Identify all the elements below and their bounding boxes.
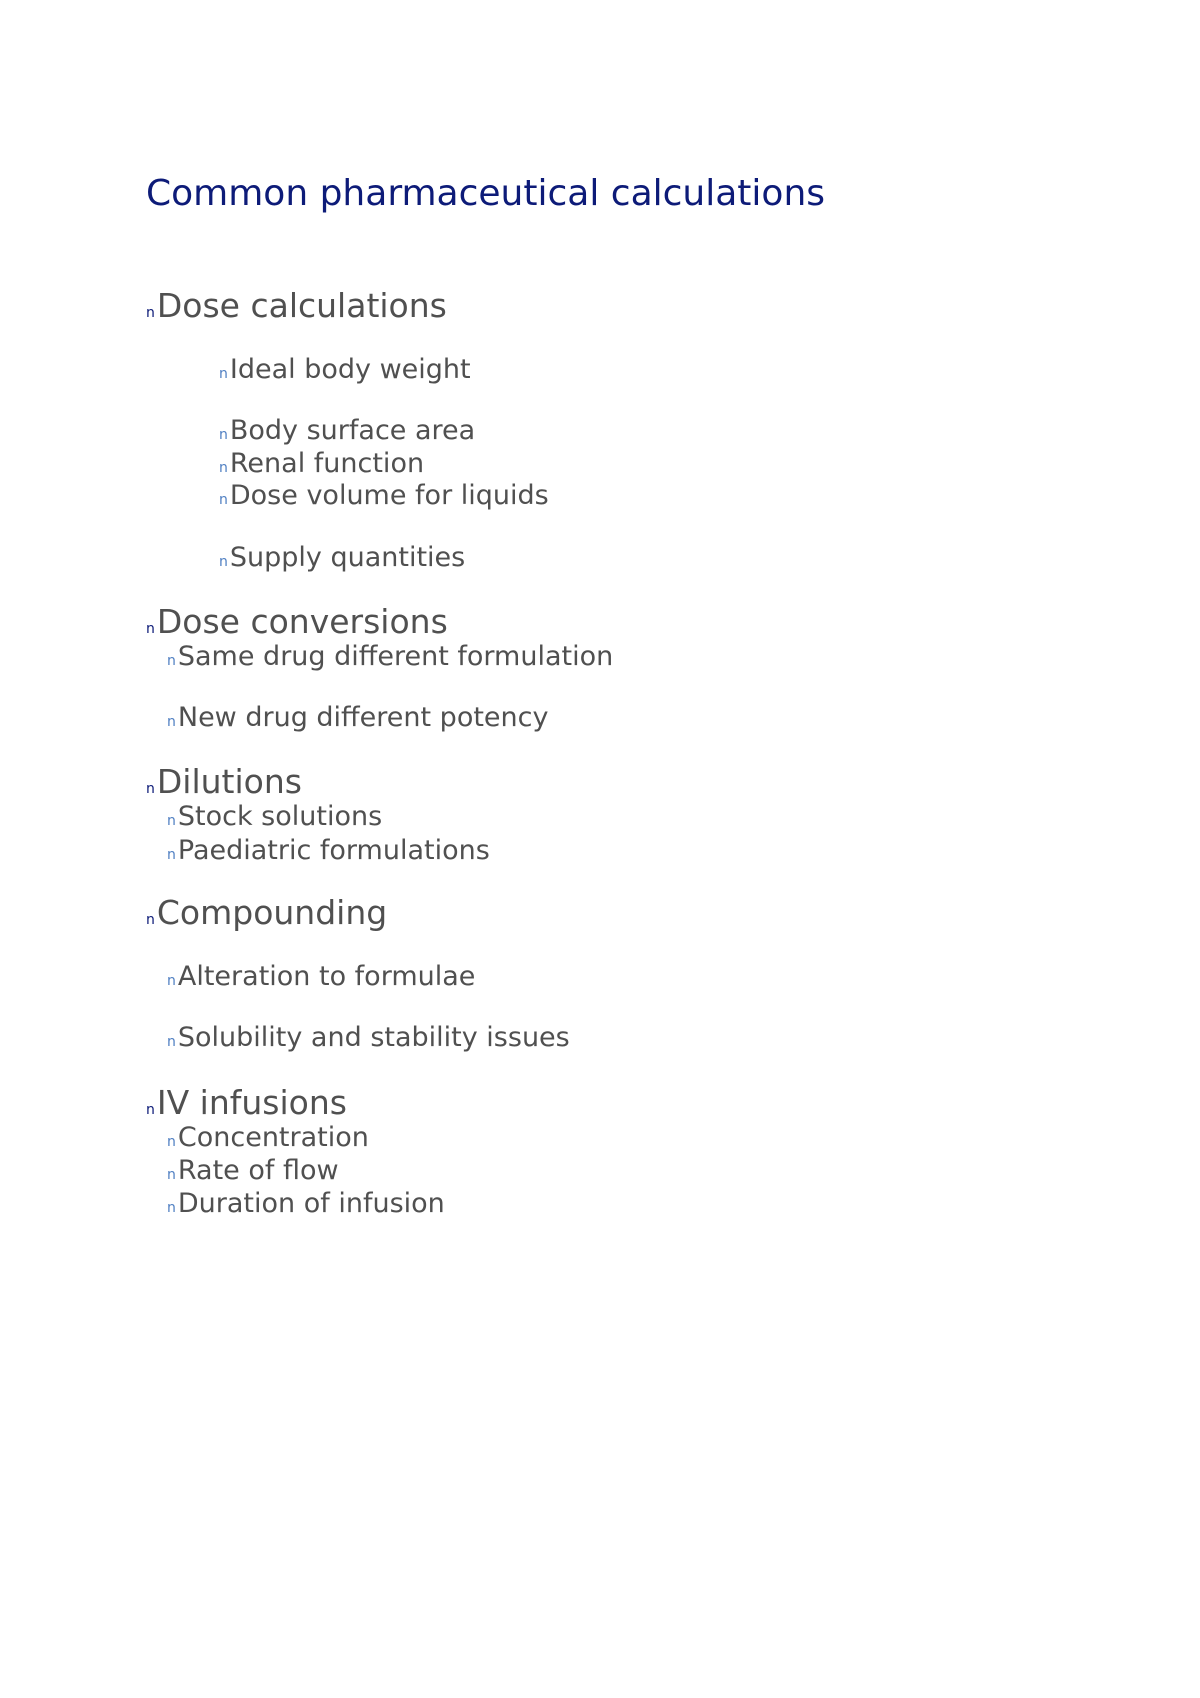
bullet-icon: n (167, 1134, 176, 1150)
bullet-icon: n (167, 1167, 176, 1183)
bullet-icon: n (146, 1102, 155, 1118)
list-item (167, 1187, 445, 1225)
list-item-label: Renal function (229, 448, 425, 479)
list-item-label: Alteration to formulae (177, 961, 476, 992)
list-item-label: Solubility and stability issues (177, 1022, 570, 1053)
bullet-icon: n (219, 366, 228, 382)
list-item-label: New drug different potency (177, 702, 549, 733)
list-item (219, 479, 549, 517)
bullet-icon: n (146, 912, 155, 928)
page-title: Common pharmaceutical calculations (146, 173, 826, 214)
list-item (167, 800, 382, 838)
bullet-icon: n (219, 554, 228, 570)
bullet-icon: n (219, 427, 228, 443)
bullet-icon: n (167, 653, 176, 669)
bullet-icon: n (167, 813, 176, 829)
list-item (167, 701, 548, 739)
list-item-label: Duration of infusion (177, 1188, 445, 1219)
list-item-label: Dose volume for liquids (229, 480, 549, 511)
bullet-icon: n (146, 621, 155, 637)
list-item-label: Rate of flow (177, 1155, 339, 1186)
section-label: Dose calculations (156, 286, 447, 325)
section-heading (146, 893, 387, 940)
section-label: IV infusions (156, 1083, 347, 1122)
bullet-icon: n (167, 847, 176, 863)
bullet-icon: n (167, 1034, 176, 1050)
list-item (167, 640, 613, 678)
list-item (167, 960, 475, 998)
list-item (167, 1021, 570, 1059)
list-item (219, 353, 471, 391)
list-item-label: Same drug different formulation (177, 641, 614, 672)
bullet-icon: n (146, 305, 155, 321)
bullet-icon: n (167, 1200, 176, 1216)
section-label: Dilutions (156, 762, 302, 801)
bullet-icon: n (167, 973, 176, 989)
list-item (219, 541, 465, 579)
bullet-icon: n (219, 492, 228, 508)
section-heading (146, 286, 447, 333)
list-item-label: Ideal body weight (229, 354, 471, 385)
list-item-label: Supply quantities (229, 542, 466, 573)
list-item-label: Paediatric formulations (177, 835, 490, 866)
bullet-icon: n (219, 460, 228, 476)
list-item (167, 834, 490, 872)
list-item-label: Concentration (177, 1122, 369, 1153)
list-item-label: Stock solutions (177, 801, 383, 832)
bullet-icon: n (146, 781, 155, 797)
section-label: Dose conversions (156, 602, 448, 641)
list-item-label: Body surface area (229, 415, 476, 446)
section-label: Compounding (156, 893, 388, 932)
bullet-icon: n (167, 714, 176, 730)
